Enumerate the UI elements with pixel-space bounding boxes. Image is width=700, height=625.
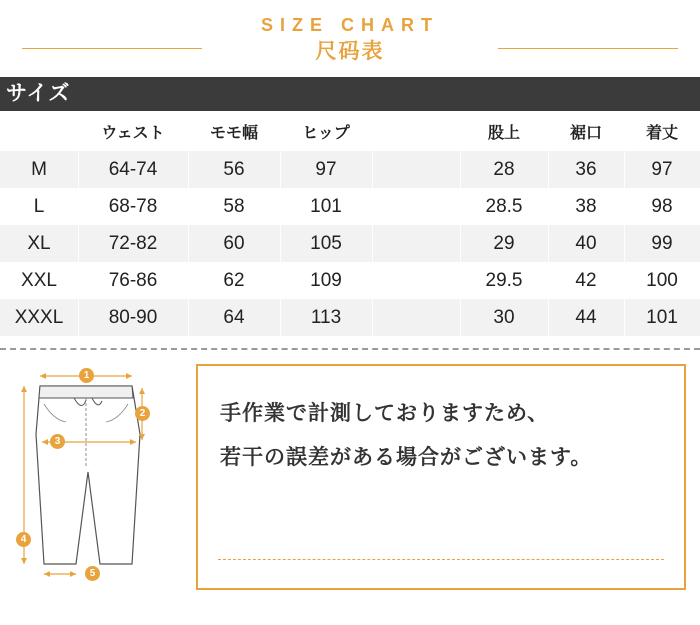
header-rule-right bbox=[498, 48, 678, 49]
cell-hip: 113 bbox=[280, 299, 372, 336]
size-table-body bbox=[0, 151, 700, 336]
arrow-head bbox=[70, 571, 76, 577]
pants-measurement-diagram bbox=[14, 364, 182, 590]
cell-waist: 76-86 bbox=[78, 262, 188, 299]
header-rule-left bbox=[22, 48, 202, 49]
cell-rise: 30 bbox=[460, 299, 548, 336]
cell-waist: 68-78 bbox=[78, 188, 188, 225]
cell-rise: 28.5 bbox=[460, 188, 548, 225]
table-row bbox=[0, 225, 700, 262]
cell-length: 99 bbox=[624, 225, 700, 262]
cell-length: 97 bbox=[624, 151, 700, 188]
cell-hem: 42 bbox=[548, 262, 624, 299]
column-header-length: 着丈 bbox=[645, 124, 678, 142]
cell-hem: 40 bbox=[548, 225, 624, 262]
diagram-marker-1: 1 bbox=[79, 368, 94, 383]
cell-spacer bbox=[372, 262, 460, 299]
diagram-marker-5: 5 bbox=[85, 566, 100, 581]
column-header-spacer bbox=[372, 111, 460, 151]
table-row bbox=[0, 262, 700, 299]
pants-outline bbox=[36, 386, 140, 564]
cell-spacer bbox=[372, 188, 460, 225]
arrow-head bbox=[126, 373, 132, 379]
cell-waist: 72-82 bbox=[78, 225, 188, 262]
cell-size: XXXL bbox=[0, 299, 78, 336]
cell-thigh: 56 bbox=[188, 151, 280, 188]
cell-hip: 97 bbox=[280, 151, 372, 188]
bottom-section bbox=[0, 350, 700, 590]
note-line-2: 若干の誤差がある場合がございます。 bbox=[220, 446, 593, 469]
header-title-english: SIZE CHART bbox=[261, 15, 439, 35]
cell-hem: 38 bbox=[548, 188, 624, 225]
measurement-note-box bbox=[196, 364, 686, 590]
size-chart-header bbox=[0, 0, 700, 65]
table-row bbox=[0, 151, 700, 188]
cell-spacer bbox=[372, 151, 460, 188]
cell-hip: 101 bbox=[280, 188, 372, 225]
table-row bbox=[0, 188, 700, 225]
arrow-head bbox=[21, 386, 27, 392]
cell-rise: 28 bbox=[460, 151, 548, 188]
size-table-head bbox=[0, 111, 700, 151]
arrow-head bbox=[40, 373, 46, 379]
arrow-head bbox=[139, 388, 145, 394]
column-header-thigh: モモ幅 bbox=[209, 124, 258, 142]
cell-hem: 36 bbox=[548, 151, 624, 188]
diagram-marker-3: 3 bbox=[50, 434, 65, 449]
cell-thigh: 62 bbox=[188, 262, 280, 299]
table-header-row bbox=[0, 111, 700, 151]
cell-spacer bbox=[372, 299, 460, 336]
cell-size: L bbox=[0, 188, 78, 225]
pants-diagram-svg bbox=[14, 364, 182, 586]
cell-waist: 64-74 bbox=[78, 151, 188, 188]
cell-size: XL bbox=[0, 225, 78, 262]
cell-length: 101 bbox=[624, 299, 700, 336]
arrow-head bbox=[44, 571, 50, 577]
cell-thigh: 60 bbox=[188, 225, 280, 262]
cell-hem: 44 bbox=[548, 299, 624, 336]
note-line-1: 手作業で計測しておりますため、 bbox=[220, 402, 550, 425]
cell-length: 98 bbox=[624, 188, 700, 225]
column-header-size bbox=[0, 111, 78, 151]
cell-size: M bbox=[0, 151, 78, 188]
cell-thigh: 58 bbox=[188, 188, 280, 225]
cell-hip: 109 bbox=[280, 262, 372, 299]
arrow-head bbox=[21, 558, 27, 564]
cell-size: XXL bbox=[0, 262, 78, 299]
diagram-marker-2: 2 bbox=[135, 406, 150, 421]
column-header-waist: ウェスト bbox=[101, 124, 165, 142]
header-title-chinese: 尺码表 bbox=[315, 40, 385, 63]
waistband bbox=[39, 386, 133, 398]
column-header-rise: 股上 bbox=[487, 124, 520, 142]
diagram-marker-4: 4 bbox=[16, 532, 31, 547]
size-table bbox=[0, 111, 700, 336]
size-section-bar: サイズ bbox=[0, 77, 700, 111]
size-table-wrapper bbox=[0, 111, 700, 336]
cell-rise: 29 bbox=[460, 225, 548, 262]
cell-waist: 80-90 bbox=[78, 299, 188, 336]
cell-length: 100 bbox=[624, 262, 700, 299]
column-header-hem: 裾口 bbox=[569, 124, 602, 142]
cell-thigh: 64 bbox=[188, 299, 280, 336]
cell-hip: 105 bbox=[280, 225, 372, 262]
note-dashed-line bbox=[218, 559, 664, 560]
column-header-hip: ヒップ bbox=[302, 124, 350, 142]
cell-rise: 29.5 bbox=[460, 262, 548, 299]
cell-spacer bbox=[372, 225, 460, 262]
table-row bbox=[0, 299, 700, 336]
